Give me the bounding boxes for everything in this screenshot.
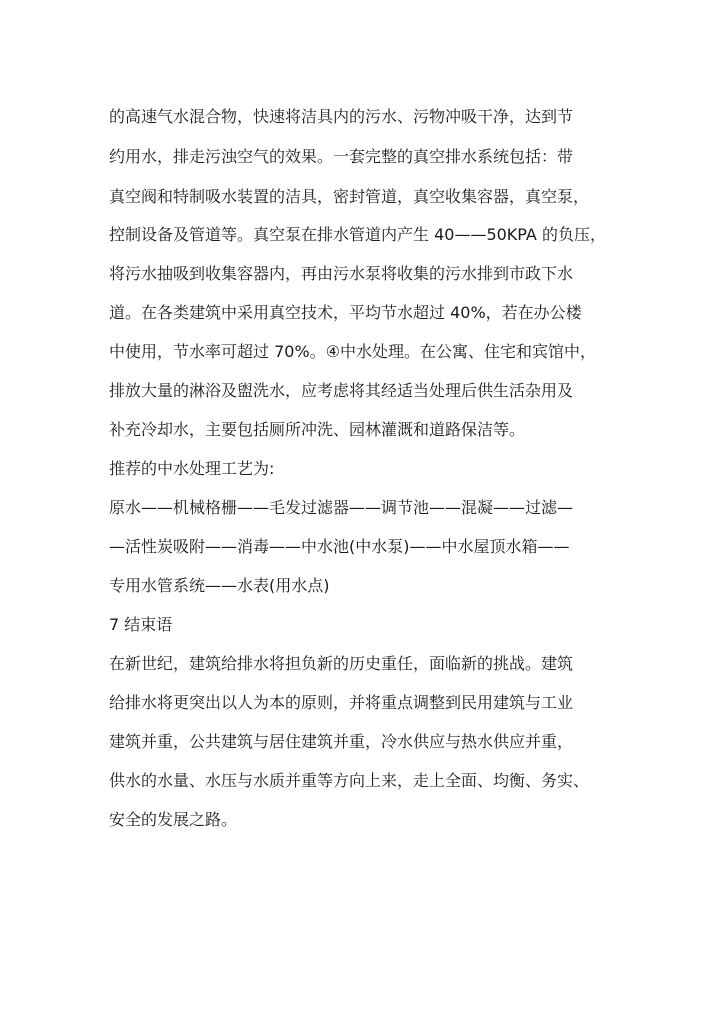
text-line: 的高速气水混合物，快速将洁具内的污水、污物冲吸干净，达到节 (109, 107, 574, 126)
text-line: 将污水抽吸到收集容器内，再由污水泵将收集的污水排到市政下水 (109, 264, 574, 283)
text-line: 在新世纪，建筑给排水将担负新的历史重任，面临新的挑战。建筑 (109, 654, 574, 673)
text-line: 补充冷却水，主要包括厕所冲洗、园林灌溉和道路保洁等。 (109, 420, 526, 439)
text-line: 真空阀和特制吸水装置的洁具，密封管道，真空收集容器，真空泵， (109, 187, 590, 206)
process-flow-line: 原水——机械格栅——毛发过滤器——调节池——混凝——过滤— (109, 498, 574, 517)
text-line: 控制设备及管道等。真空泵在排水管道内产生 40——50KPA 的负压， (109, 225, 606, 244)
process-flow-line: —活性炭吸附——消毒——中水池(中水泵)——中水屋顶水箱—— (109, 537, 570, 556)
text-line: 排放大量的淋浴及盥洗水，应考虑将其经适当处理后供生活杂用及 (109, 381, 574, 400)
text-line: 给排水将更突出以人为本的原则，并将重点调整到民用建筑与工业 (109, 693, 574, 712)
text-line: 推荐的中水处理工艺为: (109, 459, 275, 478)
process-flow-line: 专用水管系统——水表(用水点) (109, 576, 330, 595)
section-heading: 7 结束语 (109, 615, 173, 634)
text-line: 供水的水量、水压与水质并重等方向上来，走上全面、均衡、务实、 (109, 771, 590, 790)
text-line: 建筑并重，公共建筑与居住建筑并重，冷水供应与热水供应并重， (109, 732, 574, 751)
text-line: 约用水，排走污浊空气的效果。一套完整的真空排水系统包括：带 (109, 147, 574, 166)
text-line: 安全的发展之路。 (109, 810, 238, 829)
text-line: 道。在各类建筑中采用真空技术，平均节水超过 40%，若在办公楼 (109, 303, 582, 322)
text-line: 中使用，节水率可超过 70%。④中水处理。在公寓、住宅和宾馆中， (109, 342, 596, 361)
